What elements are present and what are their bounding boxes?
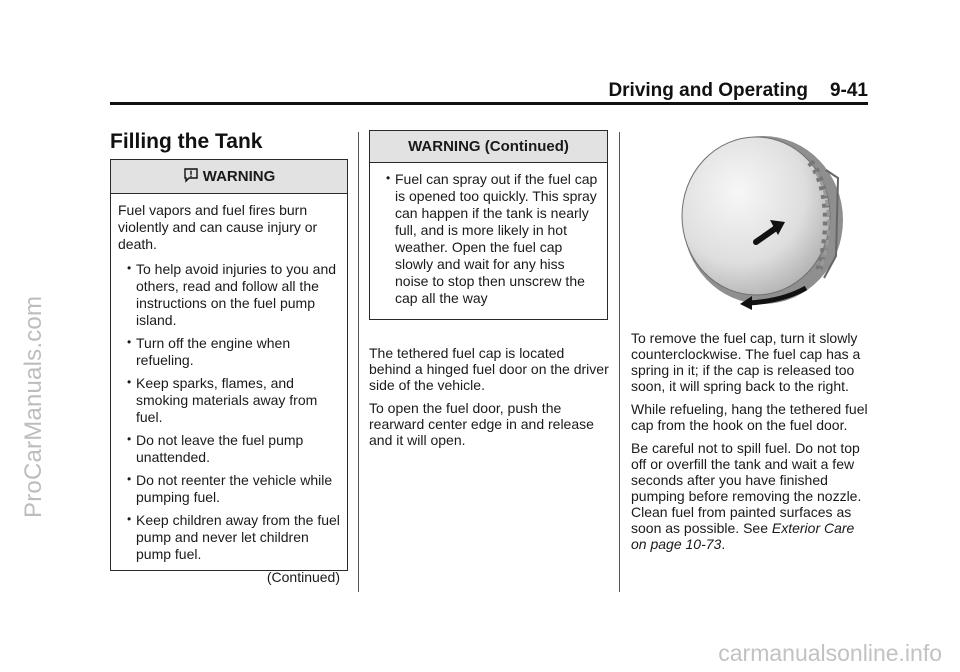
warning-list [118,261,340,563]
warning-item: • Turn off the engine when refueling. [118,335,340,369]
warning-item: • Fuel can spray out if the fuel cap is opened too quickly. This spray can happen if the tank is nearly full, and is more likely in hot weather. Open the fuel cap slowly and wait for any hiss noise to stop then unscrew the cap all the way [377,171,600,307]
warning-item: • Do not reenter the vehicle while pumping fuel. [118,472,340,506]
column-divider-1 [358,132,359,592]
warning-continued-box [369,130,608,320]
column-divider-2 [619,132,620,592]
paragraph: The tethered fuel cap is located behind a hinged fuel door on the driver side of the vehicle. [369,345,609,393]
page-number: 9-41 [829,80,868,101]
paragraph: To open the fuel door, push the rearward center edge in and release and it will open. [369,400,594,448]
warning-icon [183,167,199,183]
warning-box [110,159,348,585]
page-title: Filling the Tank [110,130,263,153]
warning-continued-list [377,171,600,307]
paragraph: While refueling, hang the tethered fuel cap from the hook on the fuel door. [631,401,868,433]
warning-item: • Do not leave the fuel pump unattended. [118,432,340,466]
header-rule [110,102,868,105]
exterior-care-link[interactable]: Exterior Care on page 10-73 [631,520,855,552]
warning-intro: Fuel vapors and fuel fires burn violently and can cause injury or death. [118,202,318,252]
side-watermark: ProCarManuals.com [20,295,47,518]
paragraph-text: Be careful not to spill fuel. Do not top off or overfill the tank and wait a few seconds after you have finished pumping before removing the nozzle. Clean fuel from painted surfaces as soon as possible. See [631,440,862,536]
continued-label: (Continued) [266,569,340,585]
paragraph [631,440,869,552]
paragraph-end: . [721,536,726,552]
page-header [110,80,868,104]
bottom-watermark: carmanualsonline.info [718,640,942,666]
warning-box-header [111,160,347,194]
warning-item: • Keep children away from the fuel pump and never let children pump fuel. [118,512,340,563]
paragraph: To remove the fuel cap, turn it slowly counterclockwise. The fuel cap has a spring in it; if the cap is released too soon, it will spring back to the right. [631,330,861,394]
warning-item: • To help avoid injuries to you and others, read and follow all the instructions on the fuel pump island. [118,261,340,329]
warning-continued-header: WARNING (Continued) [370,131,607,163]
column-2-text [369,345,609,455]
warning-item: • Keep sparks, flames, and smoking materials away from fuel. [118,375,340,426]
warning-title: WARNING [202,168,276,185]
column-3-text [631,330,869,559]
section-title: Driving and Operating [608,80,808,101]
fuel-cap-illustration [660,132,868,324]
